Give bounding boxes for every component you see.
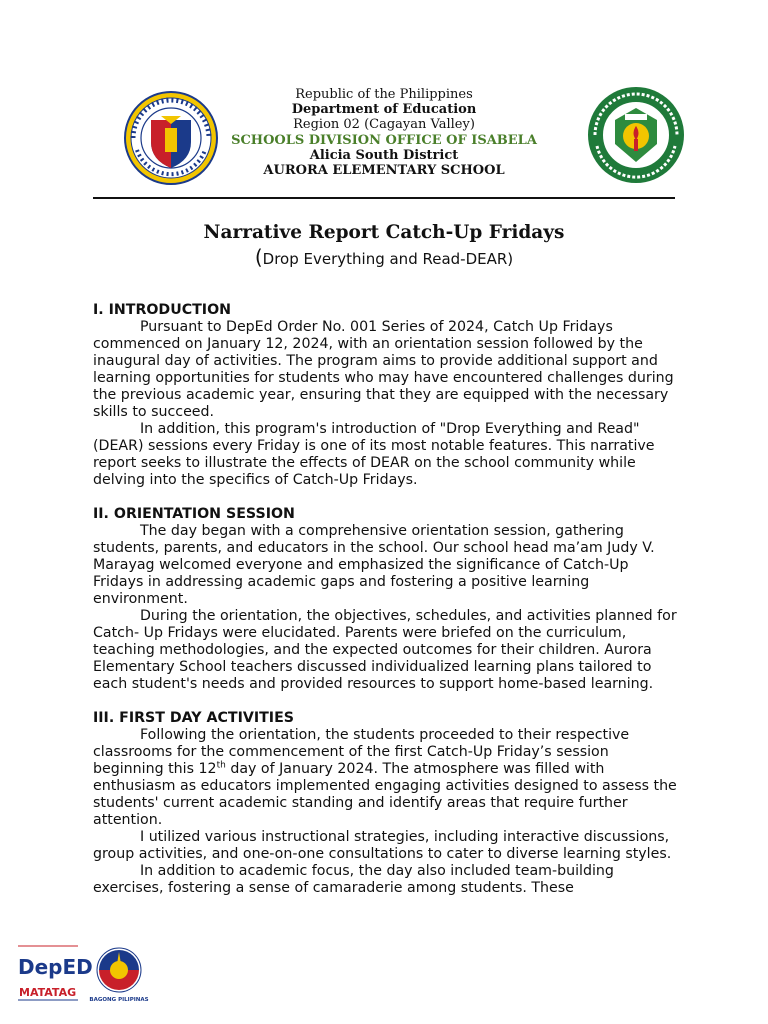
orientation-paragraph-2: During the orientation, the objectives, schedules, and activities planned for Catch- Up Fridays were elucidated. Parents were briefed on the curriculum, teaching methodologies, and the expected outcomes for their children. Aurora Elementary School teachers discussed individualized learning plans tailored to each student's needs and provided resources to support home-based learning. <box>93 608 677 692</box>
matatag-logo-text: MATATAG <box>19 986 77 999</box>
section-spacer <box>93 693 683 710</box>
report-title: Narrative Report Catch-Up Fridays <box>203 222 565 243</box>
department-line: Department of Education <box>291 102 477 118</box>
first-day-text-a: Following the orientation, the students proceeded to their respective classrooms for the commencement of the first Catch-Up Friday’s session beginning this 12 <box>93 727 630 777</box>
report-subtitle <box>0 245 768 269</box>
deped-seal-logo <box>121 90 221 186</box>
school-line: AURORA ELEMENTARY SCHOOL <box>263 163 505 179</box>
deped-logo-text: DepED <box>18 955 93 979</box>
section-heading-first-day: III. FIRST DAY ACTIVITIES <box>93 710 294 726</box>
subtitle-open-paren: ( <box>254 245 263 269</box>
first-day-paragraph-1 <box>93 727 683 829</box>
header-divider <box>93 197 675 199</box>
orientation-paragraph-1: The day began with a comprehensive orientation session, gathering students, parents, and educators in the school. Our school head ma’am Judy V. Marayag welcomed everyone and emphasized the significance of Catch-Up Fridays in addressing academic gaps and fostering a positive learning environment. <box>93 523 655 607</box>
division-seal-logo <box>585 86 687 184</box>
district-line: Alicia South District <box>309 147 459 163</box>
first-day-text-b: day of January 2024. The atmosphere was filled with enthusiasm as educators implemented engaging activities designed to assess the students' current academic standing and identify areas that require further attention. <box>93 761 677 828</box>
division-line: SCHOOLS DIVISION OFFICE OF ISABELA <box>231 132 537 148</box>
section-spacer <box>93 489 683 506</box>
section-heading-introduction: I. INTRODUCTION <box>93 302 232 318</box>
bagong-pilipinas-logo <box>90 944 148 1004</box>
first-day-paragraph-2: I utilized various instructional strategies, including interactive discussions, group activities, and one-on-one consultations to cater to diverse learning styles. <box>93 829 672 862</box>
republic-line: Republic of the Philippines <box>295 87 473 102</box>
report-body <box>93 302 683 897</box>
subtitle-text: Drop Everything and Read-DEAR) <box>262 250 514 268</box>
introduction-paragraph-1: Pursuant to DepEd Order No. 001 Series of 2024, Catch Up Fridays commenced on January 12, 2024, with an orientation session followed by the inaugural day of activities. The program aims to provide additional support and learning opportunities for students who may have encountered challenges during the previous academic year, ensuring that they are equipped with the necessary skills to succeed. <box>93 319 674 420</box>
bagong-pilipinas-text: BAGONG PILIPINAS <box>89 997 149 1003</box>
deped-matatag-logo <box>16 942 93 1004</box>
letterhead-text <box>225 87 543 178</box>
region-line: Region 02 (Cagayan Valley) <box>293 117 475 133</box>
first-day-paragraph-3: In addition to academic focus, the day also included team-building exercises, fostering a sense of camaraderie among students. These <box>93 863 614 896</box>
ordinal-suffix: th <box>216 760 226 771</box>
introduction-paragraph-2: In addition, this program's introduction of "Drop Everything and Read" (DEAR) sessions every Friday is one of its most notable features. This narrative report seeks to illustrate the effects of DEAR on the school community while delving into the specifics of Catch-Up Fridays. <box>93 421 655 488</box>
section-heading-orientation: II. ORIENTATION SESSION <box>93 506 295 522</box>
